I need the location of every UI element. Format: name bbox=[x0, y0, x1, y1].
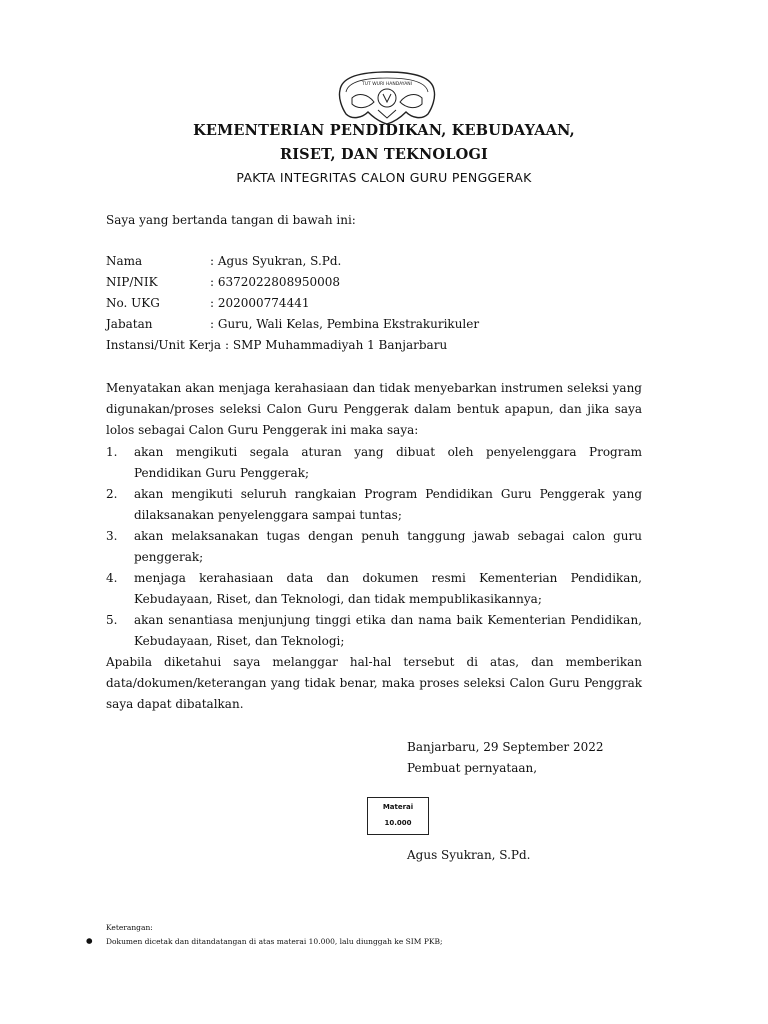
closing-paragraph: Apabila diketahui saya melanggar hal-hal tersebut di atas, dan memberikan data/dokumen/keterangan yang tidak benar, maka proses seleksi Calon Guru Penggrak saya dapat dibatalkan. bbox=[106, 655, 642, 711]
field-label: Jabatan bbox=[106, 317, 153, 331]
field-row-position bbox=[106, 314, 666, 334]
logo-motto: TUT WURI HANDAYANI bbox=[362, 82, 412, 87]
list-item: 3. akan melaksanakan tugas dengan penuh tanggung jawab sebagai calon guru penggerak; bbox=[106, 529, 642, 564]
stamp-label: Materai bbox=[382, 803, 414, 811]
notes-bullet-icon: ● bbox=[86, 936, 93, 945]
statement-paragraph: Menyatakan akan menjaga kerahasiaan dan tidak menyebarkan instrumen seleksi yang digunakan/proses seleksi Calon Guru Penggerak dalam bentuk apapun, dan jika saya lolos sebagai Calon Guru Penggerak ini maka saya: bbox=[106, 381, 642, 437]
ministry-logo bbox=[332, 68, 442, 126]
field-row-nip bbox=[106, 272, 666, 292]
field-value: : SMP Muhammadiyah 1 Banjarbaru bbox=[225, 338, 448, 352]
field-row-ukg bbox=[106, 293, 666, 313]
stamp-box bbox=[367, 797, 429, 835]
field-label: Nama bbox=[106, 254, 143, 268]
signer-name: Agus Syukran, S.Pd. bbox=[407, 848, 531, 862]
list-item: 4. menjaga kerahasiaan data dan dokumen resmi Kementerian Pendidikan, Kebudayaan, Riset, dan Teknologi, dan tidak mempublikasikannya; bbox=[106, 571, 642, 606]
ministry-name-line2: RISET, DAN TEKNOLOGI bbox=[279, 146, 489, 163]
commitment-list bbox=[106, 442, 642, 652]
field-value: : Agus Syukran, S.Pd. bbox=[210, 254, 342, 268]
field-label: No. UKG bbox=[106, 296, 160, 310]
list-item: 1. akan mengikuti segala aturan yang dibuat oleh penyelenggara Program Pendidikan Guru Penggerak; bbox=[106, 445, 642, 480]
ministry-name-line1: KEMENTERIAN PENDIDIKAN, KEBUDAYAAN, bbox=[193, 122, 575, 139]
field-value: : 6372022808950008 bbox=[210, 275, 341, 289]
notes-heading: Keterangan: bbox=[106, 923, 153, 932]
document-title: PAKTA INTEGRITAS CALON GURU PENGGERAK bbox=[236, 170, 532, 185]
signer-role: Pembuat pernyataan, bbox=[407, 761, 538, 775]
notes-item: Dokumen dicetak dan ditandatangan di atas materai 10.000, lalu diunggah ke SIM PKB; bbox=[106, 937, 443, 946]
field-value: : 202000774441 bbox=[210, 296, 310, 310]
field-label: NIP/NIK bbox=[106, 275, 158, 289]
field-label: Instansi/Unit Kerja bbox=[106, 338, 222, 352]
place-date: Banjarbaru, 29 September 2022 bbox=[407, 740, 604, 754]
field-value: : Guru, Wali Kelas, Pembina Ekstrakurikuler bbox=[210, 317, 480, 331]
list-item: 2. akan mengikuti seluruh rangkaian Program Pendidikan Guru Penggerak yang dilaksanakan penyelenggara sampai tuntas; bbox=[106, 487, 642, 522]
field-row-name bbox=[106, 251, 666, 271]
list-item: 5. akan senantiasa menjunjung tinggi etika dan nama baik Kementerian Pendidikan, Kebudayaan, Riset, dan Teknologi; bbox=[106, 613, 642, 648]
intro-text: Saya yang bertanda tangan di bawah ini: bbox=[106, 213, 356, 227]
stamp-value: 10.000 bbox=[384, 819, 412, 827]
field-row-institution bbox=[106, 335, 666, 355]
